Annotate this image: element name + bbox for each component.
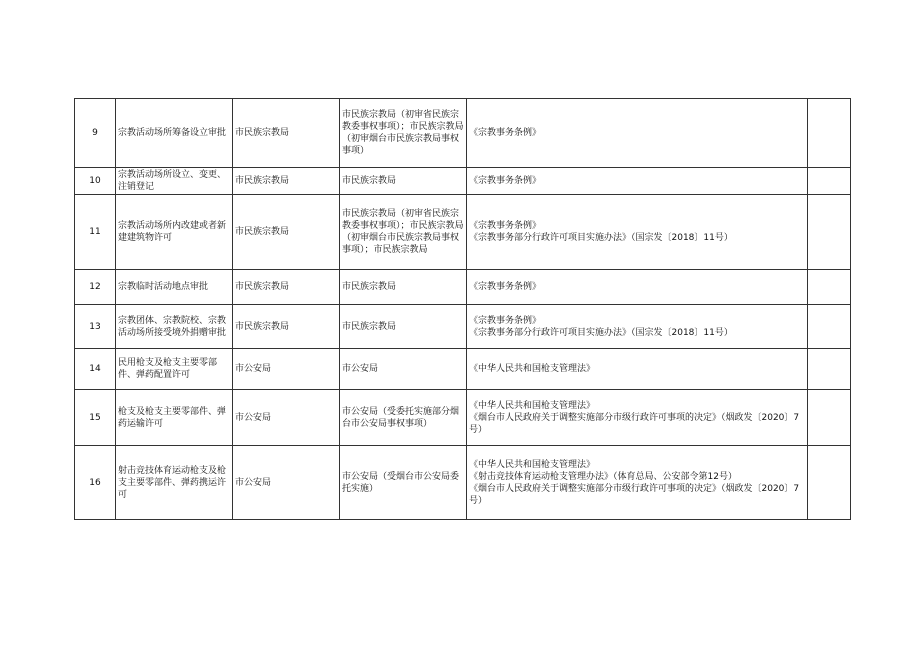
item-name: 宗教活动场所设立、变更、注销登记	[116, 168, 233, 195]
legal-basis-line: 《宗教事务部分行政许可项目实施办法》（国宗发〔2018〕11号）	[469, 327, 733, 338]
row-number: 13	[75, 305, 116, 349]
row-number: 15	[75, 390, 116, 446]
impl-dept: 市公安局（受委托实施部分烟台市公安局事权事项）	[340, 390, 467, 446]
legal-basis-line: 《中华人民共和国枪支管理法》	[469, 400, 596, 411]
item-name: 宗教活动场所内改建或者新建建筑物许可	[116, 195, 233, 270]
dept-name: 市公安局	[233, 390, 340, 446]
legal-basis-line: 《宗教事务部分行政许可项目实施办法》（国宗发〔2018〕11号）	[469, 233, 733, 243]
dept-name: 市民族宗教局	[233, 195, 340, 270]
item-name: 宗教团体、宗教院校、宗教活动场所接受境外捐赠审批	[116, 305, 233, 349]
legal-basis-line: 《宗教事务条例》	[469, 221, 542, 231]
row-number: 12	[75, 270, 116, 305]
table-row	[75, 305, 851, 349]
legal-basis-line: 《烟台市人民政府关于调整实施部分市级行政许可事项的决定》（烟政发〔2020〕7号）	[469, 483, 800, 506]
dept-name: 市民族宗教局	[233, 270, 340, 305]
permit-table	[74, 98, 851, 520]
dept-name: 市民族宗教局	[233, 99, 340, 168]
legal-basis	[467, 270, 808, 305]
remark-cell	[808, 168, 851, 195]
table-row	[75, 195, 851, 270]
legal-basis	[467, 349, 808, 390]
row-number: 9	[75, 99, 116, 168]
table-row	[75, 168, 851, 195]
dept-name: 市公安局	[233, 349, 340, 390]
table-row	[75, 446, 851, 520]
legal-basis-line: 《宗教事务条例》	[469, 176, 542, 186]
row-number: 14	[75, 349, 116, 390]
dept-name: 市民族宗教局	[233, 168, 340, 195]
legal-basis	[467, 195, 808, 270]
legal-basis-line: 《烟台市人民政府关于调整实施部分市级行政许可事项的决定》（烟政发〔2020〕7号）	[469, 412, 800, 435]
legal-basis	[467, 168, 808, 195]
legal-basis	[467, 305, 808, 349]
legal-basis	[467, 446, 808, 520]
row-number: 16	[75, 446, 116, 520]
legal-basis	[467, 390, 808, 446]
dept-name: 市民族宗教局	[233, 305, 340, 349]
impl-dept: 市公安局（受烟台市公安局委托实施）	[340, 446, 467, 520]
remark-cell	[808, 99, 851, 168]
item-name: 射击竞技体育运动枪支及枪支主要零部件、弹药携运许可	[116, 446, 233, 520]
item-name: 民用枪支及枪支主要零部件、弹药配置许可	[116, 349, 233, 390]
remark-cell	[808, 195, 851, 270]
dept-name: 市公安局	[233, 446, 340, 520]
impl-dept: 市民族宗教局（初审省民族宗教委事权事项）；市民族宗教局（初审烟台市民族宗教局事权事项）；市民族宗教局	[340, 195, 467, 270]
legal-basis-line: 《中华人民共和国枪支管理法》	[469, 364, 596, 374]
legal-basis	[467, 99, 808, 168]
impl-dept: 市民族宗教局	[340, 305, 467, 349]
impl-dept: 市民族宗教局	[340, 168, 467, 195]
legal-basis-line: 《宗教事务条例》	[469, 128, 542, 138]
table-row	[75, 99, 851, 168]
row-number: 10	[75, 168, 116, 195]
remark-cell	[808, 270, 851, 305]
impl-dept: 市民族宗教局	[340, 270, 467, 305]
legal-basis-line: 《射击竞技体育运动枪支管理办法》（体育总局、公安部令第12号）	[469, 471, 737, 482]
remark-cell	[808, 446, 851, 520]
remark-cell	[808, 305, 851, 349]
legal-basis-line: 《宗教事务条例》	[469, 282, 542, 292]
legal-basis-line: 《中华人民共和国枪支管理法》	[469, 459, 596, 470]
item-name: 宗教临时活动地点审批	[116, 270, 233, 305]
item-name: 枪支及枪支主要零部件、弹药运输许可	[116, 390, 233, 446]
item-name: 宗教活动场所筹备设立审批	[116, 99, 233, 168]
remark-cell	[808, 390, 851, 446]
remark-cell	[808, 349, 851, 390]
impl-dept: 市公安局	[340, 349, 467, 390]
row-number: 11	[75, 195, 116, 270]
impl-dept: 市民族宗教局（初审省民族宗教委事权事项）；市民族宗教局（初审烟台市民族宗教局事权事项）	[340, 99, 467, 168]
table-row	[75, 349, 851, 390]
table-row	[75, 270, 851, 305]
table-row	[75, 390, 851, 446]
legal-basis-line: 《宗教事务条例》	[469, 315, 542, 326]
